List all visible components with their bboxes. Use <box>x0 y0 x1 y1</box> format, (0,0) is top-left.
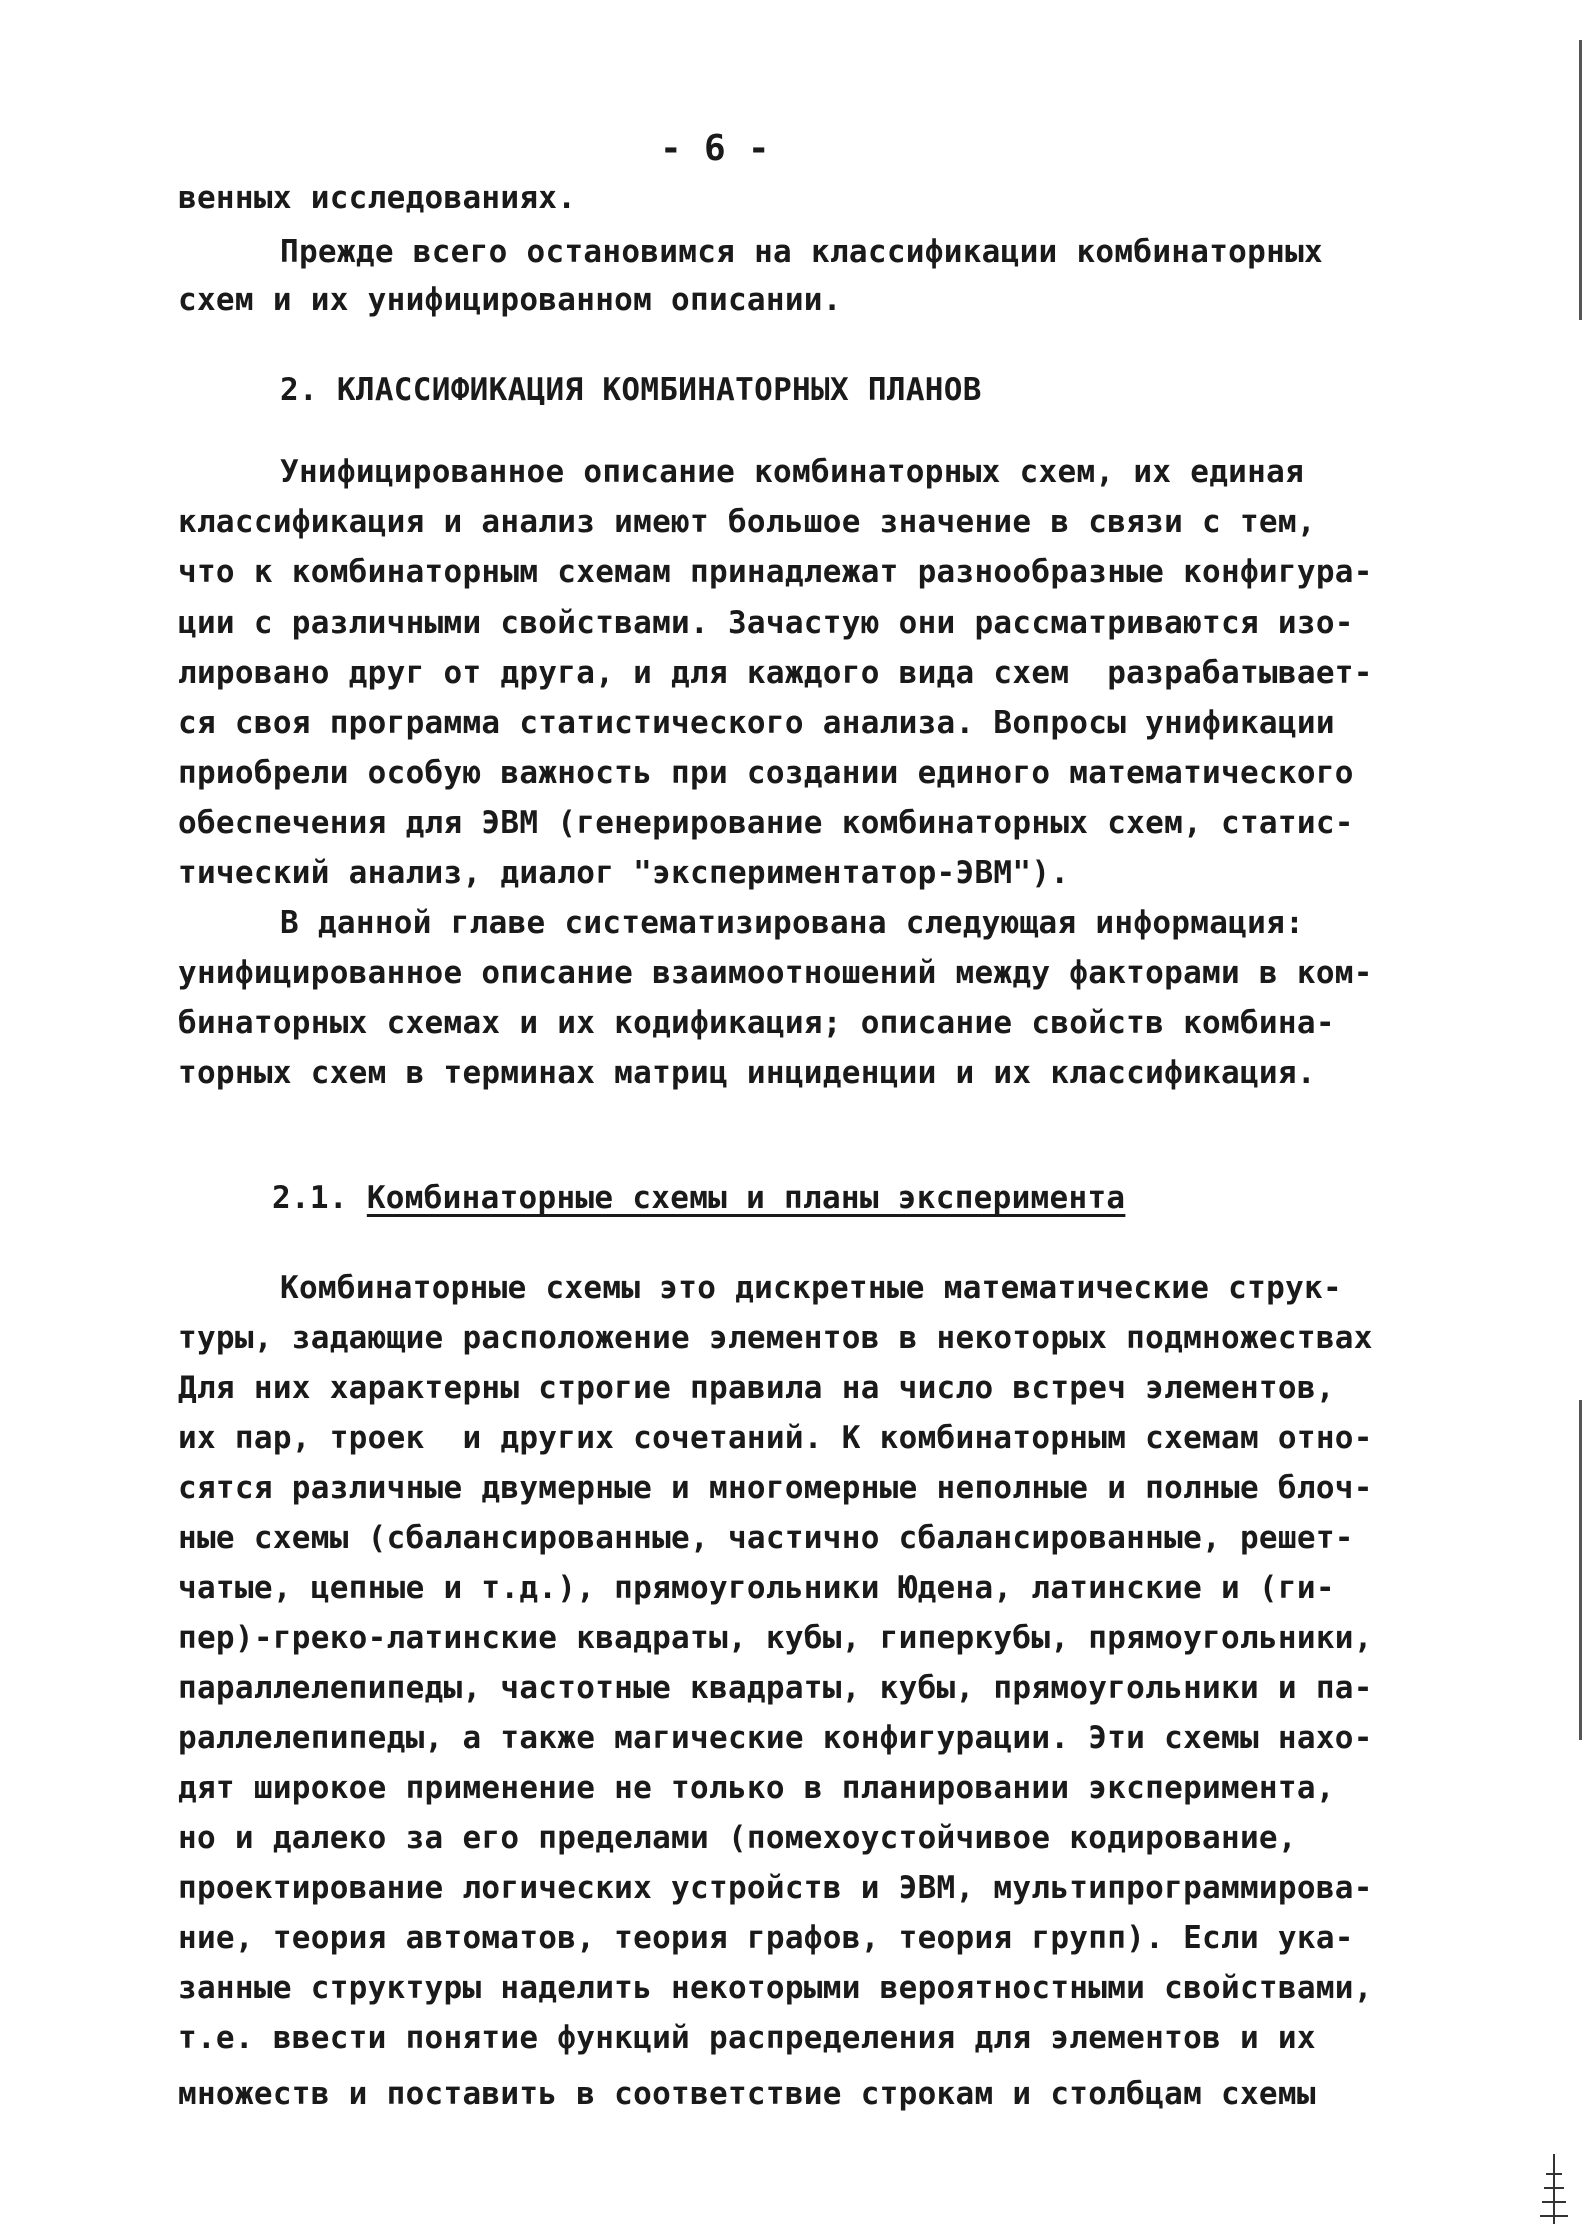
text-line: множеств и поставить в соответствие строкам и столбцам схемы <box>178 2076 1316 2112</box>
scan-edge-mark <box>1579 40 1582 320</box>
text-line: пер)-греко-латинские квадраты, кубы, гиперкубы, прямоугольники, <box>178 1620 1373 1656</box>
text-line: унифицированное описание взаимоотношений между факторами в ком- <box>178 955 1373 991</box>
text-line: туры, задающие расположение элементов в некоторых подмножествах <box>178 1320 1373 1356</box>
subsection-number: 2.1. <box>272 1180 348 1216</box>
text-line: В данной главе систематизирована следующая информация: <box>280 905 1305 941</box>
text-line: их пар, троек и других сочетаний. К комбинаторным схемам отно- <box>178 1420 1373 1456</box>
text-line: бинаторных схемах и их кодификация; описание свойств комбина- <box>178 1005 1335 1041</box>
scan-corner-artifact <box>1540 2154 1568 2224</box>
text-line: дят широкое применение не только в планировании эксперимента, <box>178 1770 1335 1806</box>
text-line: но и далеко за его пределами (помехоустойчивое кодирование, <box>178 1820 1297 1856</box>
scan-edge-mark <box>1579 1400 1582 1740</box>
page-number: - 6 - <box>660 128 770 169</box>
text-line: классификация и анализ имеют большое значение в связи с тем, <box>178 504 1316 540</box>
text-line: что к комбинаторным схемам принадлежат разнообразные конфигура- <box>178 554 1373 590</box>
text-line: обеспечения для ЭВМ (генерирование комбинаторных схем, статис- <box>178 805 1354 841</box>
text-line: Комбинаторные схемы это дискретные математические струк- <box>280 1270 1342 1306</box>
text-line: ции с различными свойствами. Зачастую они рассматриваются изо- <box>178 605 1354 641</box>
text-line: чатые, цепные и т.д.), прямоугольники Юдена, латинские и (ги- <box>178 1570 1335 1606</box>
text-line: сятся различные двумерные и многомерные неполные и полные блоч- <box>178 1470 1373 1506</box>
text-line: параллелепипеды, частотные квадраты, кубы, прямоугольники и па- <box>178 1670 1373 1706</box>
section-heading <box>280 372 982 408</box>
text-line: занные структуры наделить некоторыми вероятностными свойствами, <box>178 1970 1373 2006</box>
subsection-title: Комбинаторные схемы и планы эксперимента <box>366 1180 1126 1216</box>
text-line: ся своя программа статистического анализа. Вопросы унификации <box>178 705 1335 741</box>
text-line: приобрели особую важность при создании единого математического <box>178 755 1354 791</box>
subsection-heading <box>272 1180 1125 1216</box>
text-line: раллелепипеды, а также магические конфигурации. Эти схемы нахо- <box>178 1720 1373 1756</box>
text-line: т.е. ввести понятие функций распределения для элементов и их <box>178 2020 1316 2056</box>
text-line: Унифицированное описание комбинаторных схем, их единая <box>280 454 1305 490</box>
text-line: торных схем в терминах матриц инциденции и их классификация. <box>178 1055 1316 1091</box>
text-line: тический анализ, диалог "экспериментатор-ЭВМ"). <box>178 855 1070 891</box>
text-line: Прежде всего остановимся на классификации комбинаторных <box>280 234 1323 270</box>
text-line: венных исследованиях. <box>178 180 577 216</box>
text-line: проектирование логических устройств и ЭВМ, мультипрограммирова- <box>178 1870 1373 1906</box>
text-line: ные схемы (сбалансированные, частично сбалансированные, решет- <box>178 1520 1354 1556</box>
text-line: лировано друг от друга, и для каждого вида схем разрабатывает- <box>178 655 1373 691</box>
section-title: КЛАССИФИКАЦИЯ КОМБИНАТОРНЫХ ПЛАНОВ <box>336 372 982 408</box>
text-line: схем и их унифицированном описании. <box>178 282 842 318</box>
text-line: Для них характерны строгие правила на число встреч элементов, <box>178 1370 1335 1406</box>
text-line: ние, теория автоматов, теория графов, теория групп). Если ука- <box>178 1920 1354 1956</box>
section-number: 2. <box>280 372 318 408</box>
